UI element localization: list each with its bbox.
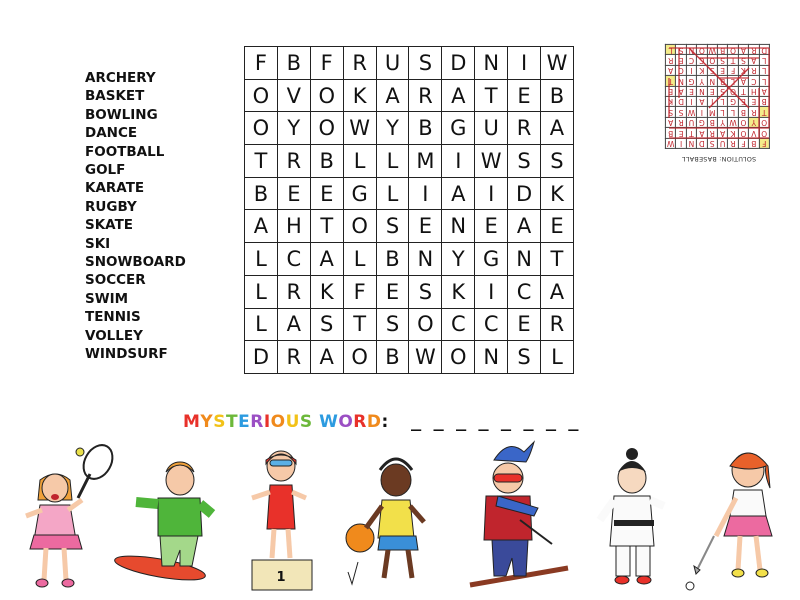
grid-row [245,47,574,80]
grid-cell[interactable]: O [310,112,343,145]
grid-cell[interactable]: O [310,79,343,112]
solution-grid-cell: L [759,76,769,86]
grid-cell[interactable]: R [541,308,574,341]
word-list-item: DANCE [85,125,138,142]
grid-cell[interactable]: D [508,177,541,210]
solution-grid-cell: E [666,86,676,96]
grid-row [245,112,574,145]
grid-cell[interactable]: B [310,145,343,178]
solution-grid-cell: I [707,96,717,106]
mysterious-word-letter: R [353,412,367,432]
solution-grid-cell: L [666,45,676,55]
solution-grid-cell: E [686,86,696,96]
word-list-item: SNOWBOARD [85,254,186,271]
grid-cell[interactable]: A [376,79,409,112]
grid-cell[interactable]: L [343,145,376,178]
word-list-item: GOLF [85,162,126,179]
grid-cell[interactable]: S [508,145,541,178]
solution-grid-cell: S [707,65,717,75]
word-list-item: BOWLING [85,106,158,123]
solution-grid-cell: C [686,55,696,65]
grid-cell[interactable]: C [508,275,541,308]
solution-grid-cell: L [759,55,769,65]
grid-cell[interactable]: M [409,145,442,178]
grid-row [245,177,574,210]
solution-grid-cell: D [697,138,707,148]
grid-cell[interactable]: N [409,243,442,276]
grid-cell[interactable]: A [541,112,574,145]
solution-grid-cell: O [759,128,769,138]
grid-row [245,79,574,112]
grid-cell[interactable]: L [376,145,409,178]
solution-grid-cell: B [749,138,759,148]
grid-cell[interactable]: G [343,177,376,210]
solution-grid-cell: A [697,128,707,138]
solution-grid-cell: U [686,117,696,127]
word-list-item: KARATE [85,180,145,197]
grid-cell[interactable]: L [245,308,278,341]
solution-grid-cell: E [707,86,717,96]
grid-cell[interactable]: A [442,79,475,112]
grid-cell[interactable]: S [409,47,442,80]
grid-cell[interactable]: D [245,341,278,374]
grid-cell[interactable]: C [442,308,475,341]
grid-cell[interactable]: O [245,112,278,145]
grid-cell[interactable]: I [475,275,508,308]
mysterious-word-letter: E [238,412,251,432]
solution-grid-cell: I [686,65,696,75]
word-search-grid [244,46,574,374]
solution-grid-cell: L [728,76,738,86]
grid-cell[interactable]: O [409,308,442,341]
tennis-girl-figure [26,440,118,587]
grid-cell[interactable]: T [343,308,376,341]
grid-cell[interactable]: A [245,210,278,243]
mysterious-word-letter: W [319,412,339,432]
solution-grid-row [666,96,770,106]
grid-cell[interactable]: W [541,47,574,80]
grid-cell[interactable]: O [343,210,376,243]
grid-cell[interactable]: B [409,112,442,145]
solution-grid-cell: S [707,138,717,148]
grid-cell[interactable]: B [245,177,278,210]
grid-cell[interactable]: S [508,341,541,374]
solution-grid-cell: O [738,117,748,127]
grid-cell[interactable]: D [442,47,475,80]
word-list-item: SOCCER [85,272,146,289]
solution-grid-cell: B [738,107,748,117]
solution-grid-cell: B [759,96,769,106]
mysterious-word-letter: D [366,412,382,432]
mysterious-word-blanks[interactable]: _ _ _ _ _ _ _ _ [411,412,580,432]
solution-grid-cell: N [686,138,696,148]
grid-cell[interactable]: A [310,341,343,374]
grid-cell[interactable]: B [376,341,409,374]
grid-cell[interactable]: Y [376,112,409,145]
grid-cell[interactable]: O [343,341,376,374]
grid-row [245,275,574,308]
solution-grid-cell: D [676,96,686,106]
grid-cell[interactable]: G [475,243,508,276]
solution-grid-cell: V [749,128,759,138]
solution-grid-cell: T [738,86,748,96]
solution-grid-cell: S [676,107,686,117]
grid-cell[interactable]: H [277,210,310,243]
mysterious-word-letter: O [270,412,286,432]
solution-grid-cell: F [728,65,738,75]
solution-grid-cell: I [697,107,707,117]
grid-cell[interactable]: A [442,177,475,210]
solution-grid-cell: B [666,128,676,138]
solution-grid-cell: A [676,86,686,96]
solution-grid-cell: A [759,86,769,96]
solution-grid-cell: C [749,76,759,86]
solution-grid-row [666,65,770,75]
mysterious-word-letter: U [285,412,300,432]
grid-cell[interactable]: E [310,177,343,210]
grid-cell[interactable]: A [310,243,343,276]
solution-grid-cell: A [697,96,707,106]
solution-grid-cell: L [717,96,727,106]
grid-row [245,210,574,243]
solution-grid-row [666,86,770,96]
solution-grid-cell: E [738,96,748,106]
solution-grid-cell: N [676,76,686,86]
word-list-item: TENNIS [85,309,141,326]
solution-grid-cell: L [759,65,769,75]
solution-grid-cell: Y [717,117,727,127]
grid-cell[interactable]: S [376,308,409,341]
grid-cell[interactable]: I [475,177,508,210]
solution-grid-cell: L [728,107,738,117]
grid-cell[interactable]: E [409,210,442,243]
grid-cell[interactable]: V [277,79,310,112]
grid-row [245,145,574,178]
basketball-girl-figure [346,459,424,584]
solution-grid-cell: T [759,107,769,117]
solution-grid-cell: K [666,96,676,106]
solution-grid-cell: F [738,138,748,148]
grid-cell[interactable]: R [277,145,310,178]
mysterious-word-letter: T [225,412,239,432]
solution-grid-row [666,117,770,127]
solution-grid-cell: O [728,45,738,55]
solution-grid-cell: A [666,65,676,75]
solution-grid-cell: K [697,65,707,75]
grid-cell[interactable]: N [442,210,475,243]
golf-girl-figure [686,453,772,590]
grid-cell[interactable]: E [277,177,310,210]
grid-cell[interactable]: K [541,177,574,210]
word-list-item: SWIM [85,290,129,307]
mysterious-word-letter: M [183,412,201,432]
grid-cell[interactable]: Y [277,112,310,145]
grid-row [245,243,574,276]
mysterious-word-letter: S [213,412,226,432]
solution-grid-cell: G [728,96,738,106]
grid-cell[interactable]: L [343,243,376,276]
mysterious-word-letter: I [263,412,271,432]
mysterious-word-label [183,412,389,432]
solution-grid-cell: O [728,86,738,96]
solution-grid-cell: O [738,128,748,138]
solution-grid-cell: S [666,107,676,117]
solution-grid-row [666,45,770,55]
grid-cell[interactable]: U [475,112,508,145]
word-list-item: SKI [85,235,111,252]
word-list [85,69,186,364]
word-list-item: BASKET [85,88,145,105]
grid-cell[interactable]: W [409,341,442,374]
grid-cell[interactable]: Y [442,243,475,276]
solution-grid-cell: C [676,65,686,75]
mysterious-word-letter: R [250,412,264,432]
skier-figure [470,442,568,585]
solution-grid-row [666,107,770,117]
grid-cell[interactable]: B [376,243,409,276]
solution-grid-cell: D [759,45,769,55]
solution-grid-row [666,55,770,65]
solution-grid-cell: E [676,55,686,65]
solution-grid-cell: A [738,45,748,55]
grid-cell[interactable]: N [508,243,541,276]
solution-grid-cell: R [707,128,717,138]
solution-grid-cell: T [728,55,738,65]
grid-cell[interactable]: I [508,47,541,80]
grid-cell[interactable]: A [508,210,541,243]
grid-cell[interactable]: T [245,145,278,178]
grid-cell[interactable]: T [475,79,508,112]
grid-cell[interactable]: R [343,47,376,80]
grid-cell[interactable]: N [475,341,508,374]
word-list-item: RUGBY [85,198,137,215]
solution-grid-cell: A [738,76,748,86]
solution-grid-cell: Y [697,76,707,86]
solution-grid-cell: B [707,117,717,127]
solution-grid-cell: C [697,55,707,65]
mysterious-word-letter: Y [200,412,214,432]
solution-grid-cell: K [728,128,738,138]
grid-cell[interactable]: G [442,112,475,145]
solution-grid-cell: W [687,107,696,117]
grid-cell[interactable]: B [277,47,310,80]
solution-grid-row [666,76,770,86]
solution-grid-cell: L [717,107,727,117]
solution-grid-row [666,128,770,138]
solution-grid-cell: S [717,55,727,65]
grid-cell[interactable]: N [475,47,508,80]
solution-grid-cell: G [697,117,707,127]
grid-cell[interactable]: T [310,210,343,243]
solution-grid [665,44,770,149]
solution-grid-cell: R [749,45,759,55]
sports-kids-illustration [0,440,800,600]
grid-cell[interactable]: W [343,112,376,145]
solution-grid-cell: S [676,45,686,55]
grid-cell[interactable]: K [310,275,343,308]
grid-cell[interactable]: B [541,79,574,112]
grid-cell[interactable]: A [541,275,574,308]
grid-cell[interactable]: S [376,210,409,243]
solution-grid-cell: S [717,86,727,96]
grid-cell[interactable]: E [508,308,541,341]
grid-cell[interactable]: U [376,47,409,80]
grid-cell[interactable]: E [475,210,508,243]
solution-grid-cell: R [749,65,759,75]
grid-cell[interactable]: L [245,275,278,308]
grid-cell[interactable]: K [442,275,475,308]
solution-grid-cell: E [717,65,727,75]
solution-grid-cell: N [697,86,707,96]
solution-grid-cell: T [666,76,676,86]
solution-grid-cell: K [738,65,748,75]
grid-cell[interactable]: W [475,145,508,178]
solution-grid-cell: W [729,118,737,128]
grid-cell[interactable]: L [376,177,409,210]
grid-cell[interactable]: L [541,341,574,374]
solution-label: SOLUTION: BASEBALL [681,155,757,163]
grid-cell[interactable]: S [541,145,574,178]
karate-girl-figure [600,448,664,584]
word-list-item: FOOTBALL [85,143,165,160]
grid-row [245,341,574,374]
solution-grid-cell: I [686,96,696,106]
word-list-item: WINDSURF [85,346,168,363]
solution-grid-cell: Y [749,117,759,127]
mysterious-word-letter: O [338,412,354,432]
grid-cell[interactable]: O [245,79,278,112]
grid-cell[interactable]: E [508,79,541,112]
grid-cell[interactable]: E [376,275,409,308]
grid-cell[interactable]: C [277,243,310,276]
solution-grid-cell: S [738,55,748,65]
word-list-item: VOLLEY [85,327,143,344]
grid-cell[interactable]: S [409,275,442,308]
solution-grid-cell: W [666,138,675,148]
solution-grid-cell: O [707,55,717,65]
solution-grid-cell: W [708,45,716,55]
solution-grid-cell: O [697,45,707,55]
solution-grid-cell: A [666,117,676,127]
solution-grid-cell: A [717,128,727,138]
grid-cell[interactable]: R [277,341,310,374]
grid-cell[interactable]: F [310,47,343,80]
solution-grid-cell: E [749,96,759,106]
solution-grid-cell: I [676,138,686,148]
mysterious-word-letter: S [299,412,313,432]
mysterious-word-letter: : [381,412,389,432]
grid-cell[interactable]: R [508,112,541,145]
solution-grid-cell: T [686,128,696,138]
grid-cell[interactable]: O [442,341,475,374]
grid-cell[interactable]: L [245,243,278,276]
grid-cell[interactable]: C [475,308,508,341]
solution-grid-cell: M [709,107,716,117]
word-list-item: ARCHERY [85,70,156,86]
grid-cell[interactable]: T [541,243,574,276]
solution-grid-cell: G [686,76,696,86]
podium-number: 1 [276,570,286,585]
grid-cell[interactable]: R [409,79,442,112]
solution-grid-cell: R [728,138,738,148]
solution-grid-cell: R [676,117,686,127]
solution-grid-cell: F [759,138,769,148]
grid-cell[interactable]: A [277,308,310,341]
grid-cell[interactable]: I [409,177,442,210]
solution-grid-cell: U [717,138,727,148]
solution-grid-cell: H [749,86,759,96]
solution-grid-row [666,138,770,148]
snowboard-boy-figure [113,462,212,585]
solution-grid-cell: B [717,76,727,86]
word-list-item: SKATE [85,217,134,234]
solution-grid-cell: N [707,76,717,86]
grid-cell[interactable]: E [541,210,574,243]
solution-grid-cell: A [749,55,759,65]
solution-grid-cell: N [686,45,696,55]
solution-grid-cell: E [676,128,686,138]
solution-grid-cell: R [666,55,676,65]
grid-cell[interactable]: F [343,275,376,308]
grid-cell[interactable]: F [245,47,278,80]
solution-grid-cell: R [749,107,759,117]
solution-grid-cell: O [759,117,769,127]
grid-cell[interactable]: S [310,308,343,341]
grid-cell[interactable]: K [343,79,376,112]
grid-cell[interactable]: I [442,145,475,178]
solution-grid-cell: B [717,45,727,55]
grid-cell[interactable]: R [277,275,310,308]
grid-row [245,308,574,341]
